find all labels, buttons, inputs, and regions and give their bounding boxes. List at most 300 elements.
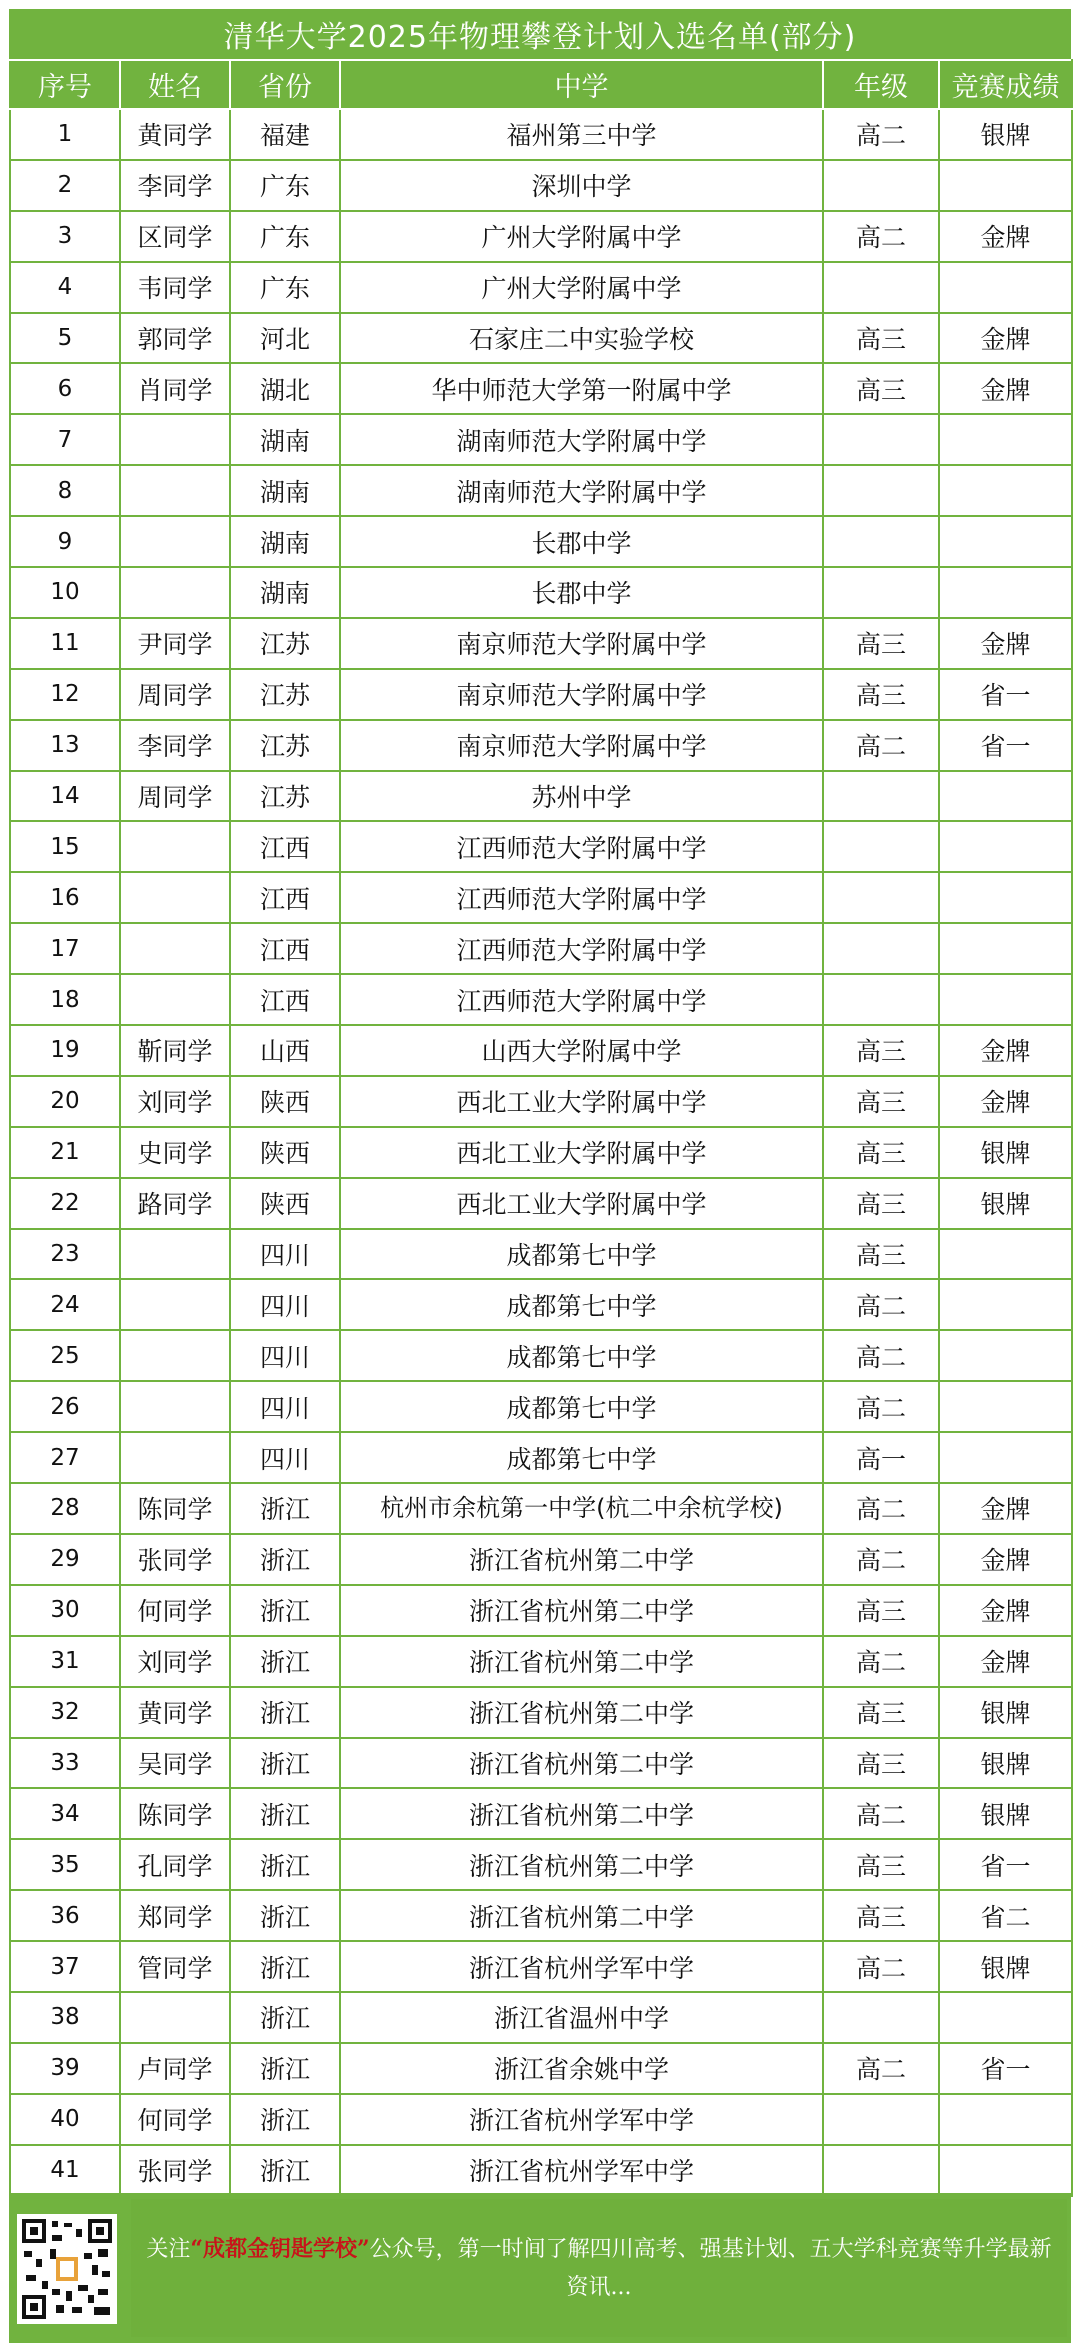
cell-index: 25 xyxy=(10,1330,120,1381)
cell-school: 江西师范大学附属中学 xyxy=(340,821,823,872)
notice-prefix: 关注 xyxy=(146,2236,191,2262)
cell-school: 江西师范大学附属中学 xyxy=(340,923,823,974)
qr-code xyxy=(13,2205,121,2333)
cell-result: 金牌 xyxy=(939,363,1072,414)
table-row xyxy=(10,1738,1072,1789)
cell-province: 陕西 xyxy=(230,1178,340,1229)
cell-name: 吴同学 xyxy=(120,1738,230,1789)
cell-grade: 高二 xyxy=(823,1941,939,1992)
table-row xyxy=(10,771,1072,822)
cell-grade: 高二 xyxy=(823,1788,939,1839)
cell-result: 省二 xyxy=(939,1890,1072,1941)
table-row xyxy=(10,1076,1072,1127)
cell-school: 成都第七中学 xyxy=(340,1432,823,1483)
footer-notice xyxy=(131,2199,1067,2337)
cell-province: 浙江 xyxy=(230,1534,340,1585)
cell-result: 省一 xyxy=(939,720,1072,771)
cell-school: 浙江省杭州第二中学 xyxy=(340,1534,823,1585)
table-row xyxy=(10,872,1072,923)
cell-index: 30 xyxy=(10,1585,120,1636)
cell-name xyxy=(120,516,230,567)
cell-school: 西北工业大学附属中学 xyxy=(340,1178,823,1229)
table-row xyxy=(10,1687,1072,1738)
cell-province: 湖南 xyxy=(230,414,340,465)
cell-name xyxy=(120,923,230,974)
cell-school: 浙江省杭州第二中学 xyxy=(340,1839,823,1890)
cell-result xyxy=(939,465,1072,516)
cell-result xyxy=(939,872,1072,923)
cell-grade xyxy=(823,974,939,1025)
cell-index: 38 xyxy=(10,1992,120,2043)
cell-school: 浙江省杭州学军中学 xyxy=(340,2145,823,2196)
page-title: 清华大学2025年物理攀登计划入选名单(部分) xyxy=(223,20,857,55)
table-row xyxy=(10,414,1072,465)
cell-result xyxy=(939,1432,1072,1483)
cell-school: 长郡中学 xyxy=(340,516,823,567)
cell-result xyxy=(939,1330,1072,1381)
table-row xyxy=(10,211,1072,262)
cell-name: 刘同学 xyxy=(120,1636,230,1687)
cell-school: 浙江省杭州学军中学 xyxy=(340,2094,823,2145)
cell-province: 江苏 xyxy=(230,771,340,822)
cell-result xyxy=(939,923,1072,974)
cell-name: 李同学 xyxy=(120,720,230,771)
cell-school: 浙江省杭州第二中学 xyxy=(340,1687,823,1738)
cell-name: 郑同学 xyxy=(120,1890,230,1941)
cell-name xyxy=(120,465,230,516)
cell-province: 四川 xyxy=(230,1381,340,1432)
cell-grade: 高二 xyxy=(823,211,939,262)
cell-result xyxy=(939,1229,1072,1280)
cell-index: 9 xyxy=(10,516,120,567)
cell-province: 浙江 xyxy=(230,1636,340,1687)
cell-school: 江西师范大学附属中学 xyxy=(340,974,823,1025)
cell-result: 金牌 xyxy=(939,1585,1072,1636)
cell-result: 金牌 xyxy=(939,1025,1072,1076)
cell-result xyxy=(939,771,1072,822)
cell-school: 山西大学附属中学 xyxy=(340,1025,823,1076)
cell-result: 金牌 xyxy=(939,1483,1072,1534)
table-row xyxy=(10,1279,1072,1330)
cell-school: 湖南师范大学附属中学 xyxy=(340,414,823,465)
cell-grade: 高一 xyxy=(823,1432,939,1483)
cell-province: 浙江 xyxy=(230,1839,340,1890)
cell-name: 周同学 xyxy=(120,669,230,720)
table-row xyxy=(10,109,1072,160)
cell-name: 黄同学 xyxy=(120,109,230,160)
cell-index: 11 xyxy=(10,618,120,669)
cell-province: 陕西 xyxy=(230,1076,340,1127)
table-row xyxy=(10,1636,1072,1687)
cell-province: 湖南 xyxy=(230,516,340,567)
cell-grade: 高三 xyxy=(823,618,939,669)
cell-index: 24 xyxy=(10,1279,120,1330)
cell-index: 5 xyxy=(10,313,120,364)
cell-grade: 高三 xyxy=(823,1076,939,1127)
table-row xyxy=(10,1585,1072,1636)
cell-province: 浙江 xyxy=(230,1992,340,2043)
cell-school: 广州大学附属中学 xyxy=(340,262,823,313)
cell-province: 广东 xyxy=(230,262,340,313)
cell-index: 3 xyxy=(10,211,120,262)
cell-name: 黄同学 xyxy=(120,1687,230,1738)
cell-index: 13 xyxy=(10,720,120,771)
cell-name: 卢同学 xyxy=(120,2043,230,2094)
cell-school: 浙江省杭州第二中学 xyxy=(340,1738,823,1789)
cell-index: 18 xyxy=(10,974,120,1025)
cell-result xyxy=(939,1381,1072,1432)
cell-name xyxy=(120,1432,230,1483)
cell-result xyxy=(939,160,1072,211)
cell-grade: 高二 xyxy=(823,1279,939,1330)
table-row xyxy=(10,974,1072,1025)
table-row xyxy=(10,1381,1072,1432)
table-header-row xyxy=(10,60,1072,109)
cell-school: 浙江省杭州学军中学 xyxy=(340,1941,823,1992)
cell-name xyxy=(120,1992,230,2043)
table-row xyxy=(10,1127,1072,1178)
cell-province: 江西 xyxy=(230,821,340,872)
cell-school: 湖南师范大学附属中学 xyxy=(340,465,823,516)
cell-province: 四川 xyxy=(230,1279,340,1330)
table-row xyxy=(10,2043,1072,2094)
cell-index: 1 xyxy=(10,109,120,160)
table-row xyxy=(10,2094,1072,2145)
cell-name: 韦同学 xyxy=(120,262,230,313)
cell-school: 南京师范大学附属中学 xyxy=(340,669,823,720)
cell-school: 长郡中学 xyxy=(340,567,823,618)
cell-school: 浙江省杭州第二中学 xyxy=(340,1890,823,1941)
cell-name: 周同学 xyxy=(120,771,230,822)
cell-result: 银牌 xyxy=(939,109,1072,160)
cell-grade: 高三 xyxy=(823,1025,939,1076)
cell-name: 何同学 xyxy=(120,1585,230,1636)
cell-result xyxy=(939,1992,1072,2043)
cell-result: 银牌 xyxy=(939,1941,1072,1992)
cell-school: 浙江省温州中学 xyxy=(340,1992,823,2043)
cell-province: 广东 xyxy=(230,160,340,211)
cell-grade xyxy=(823,2094,939,2145)
cell-school: 浙江省杭州第二中学 xyxy=(340,1585,823,1636)
cell-school: 西北工业大学附属中学 xyxy=(340,1127,823,1178)
table-row xyxy=(10,720,1072,771)
cell-grade: 高二 xyxy=(823,1636,939,1687)
cell-index: 33 xyxy=(10,1738,120,1789)
cell-province: 山西 xyxy=(230,1025,340,1076)
cell-province: 江西 xyxy=(230,923,340,974)
cell-index: 36 xyxy=(10,1890,120,1941)
cell-grade: 高三 xyxy=(823,363,939,414)
table-row xyxy=(10,1483,1072,1534)
cell-grade: 高二 xyxy=(823,1381,939,1432)
cell-result: 银牌 xyxy=(939,1738,1072,1789)
cell-index: 21 xyxy=(10,1127,120,1178)
cell-index: 17 xyxy=(10,923,120,974)
cell-grade: 高三 xyxy=(823,1127,939,1178)
header-province: 省份 xyxy=(230,60,340,109)
cell-school: 西北工业大学附属中学 xyxy=(340,1076,823,1127)
cell-index: 32 xyxy=(10,1687,120,1738)
cell-index: 6 xyxy=(10,363,120,414)
cell-grade xyxy=(823,923,939,974)
cell-province: 浙江 xyxy=(230,1687,340,1738)
cell-province: 湖南 xyxy=(230,567,340,618)
cell-province: 福建 xyxy=(230,109,340,160)
cell-school: 南京师范大学附属中学 xyxy=(340,720,823,771)
cell-school: 浙江省杭州第二中学 xyxy=(340,1636,823,1687)
cell-index: 26 xyxy=(10,1381,120,1432)
cell-name: 何同学 xyxy=(120,2094,230,2145)
cell-province: 四川 xyxy=(230,1229,340,1280)
table-row xyxy=(10,1025,1072,1076)
cell-name: 郭同学 xyxy=(120,313,230,364)
cell-grade: 高三 xyxy=(823,1229,939,1280)
cell-name: 张同学 xyxy=(120,2145,230,2196)
cell-grade xyxy=(823,160,939,211)
cell-result xyxy=(939,567,1072,618)
cell-index: 12 xyxy=(10,669,120,720)
header-school: 中学 xyxy=(340,60,823,109)
cell-name: 管同学 xyxy=(120,1941,230,1992)
cell-name: 靳同学 xyxy=(120,1025,230,1076)
header-name: 姓名 xyxy=(120,60,230,109)
cell-province: 江苏 xyxy=(230,720,340,771)
table-row xyxy=(10,1229,1072,1280)
cell-index: 19 xyxy=(10,1025,120,1076)
cell-index: 39 xyxy=(10,2043,120,2094)
cell-province: 浙江 xyxy=(230,2043,340,2094)
cell-name: 区同学 xyxy=(120,211,230,262)
cell-name xyxy=(120,1229,230,1280)
cell-school: 成都第七中学 xyxy=(340,1229,823,1280)
cell-school: 石家庄二中实验学校 xyxy=(340,313,823,364)
cell-school: 浙江省余姚中学 xyxy=(340,2043,823,2094)
cell-grade: 高三 xyxy=(823,1839,939,1890)
cell-grade xyxy=(823,516,939,567)
cell-result: 金牌 xyxy=(939,1534,1072,1585)
cell-name xyxy=(120,1381,230,1432)
cell-grade xyxy=(823,821,939,872)
cell-grade: 高三 xyxy=(823,1890,939,1941)
cell-province: 四川 xyxy=(230,1330,340,1381)
cell-result: 银牌 xyxy=(939,1788,1072,1839)
cell-province: 浙江 xyxy=(230,1941,340,1992)
cell-province: 浙江 xyxy=(230,1890,340,1941)
table-row xyxy=(10,1890,1072,1941)
cell-school: 江西师范大学附属中学 xyxy=(340,872,823,923)
table-row xyxy=(10,262,1072,313)
cell-result xyxy=(939,516,1072,567)
cell-name: 史同学 xyxy=(120,1127,230,1178)
cell-school: 杭州市余杭第一中学(杭二中余杭学校) xyxy=(340,1483,823,1534)
cell-result: 金牌 xyxy=(939,618,1072,669)
cell-province: 广东 xyxy=(230,211,340,262)
cell-index: 16 xyxy=(10,872,120,923)
cell-province: 陕西 xyxy=(230,1127,340,1178)
cell-province: 湖北 xyxy=(230,363,340,414)
cell-name xyxy=(120,974,230,1025)
cell-index: 35 xyxy=(10,1839,120,1890)
cell-grade: 高三 xyxy=(823,1687,939,1738)
cell-province: 河北 xyxy=(230,313,340,364)
table-row xyxy=(10,1330,1072,1381)
cell-province: 浙江 xyxy=(230,1788,340,1839)
cell-grade: 高二 xyxy=(823,109,939,160)
table-row xyxy=(10,567,1072,618)
cell-grade: 高二 xyxy=(823,1534,939,1585)
cell-result: 省一 xyxy=(939,669,1072,720)
selection-table xyxy=(9,59,1073,2197)
cell-index: 28 xyxy=(10,1483,120,1534)
cell-index: 40 xyxy=(10,2094,120,2145)
cell-result: 金牌 xyxy=(939,1076,1072,1127)
cell-result: 省一 xyxy=(939,2043,1072,2094)
cell-result: 银牌 xyxy=(939,1127,1072,1178)
cell-index: 27 xyxy=(10,1432,120,1483)
cell-province: 浙江 xyxy=(230,2094,340,2145)
cell-school: 华中师范大学第一附属中学 xyxy=(340,363,823,414)
cell-school: 浙江省杭州第二中学 xyxy=(340,1788,823,1839)
cell-grade: 高三 xyxy=(823,669,939,720)
cell-index: 34 xyxy=(10,1788,120,1839)
cell-grade: 高三 xyxy=(823,1178,939,1229)
cell-school: 广州大学附属中学 xyxy=(340,211,823,262)
cell-name: 肖同学 xyxy=(120,363,230,414)
cell-result: 金牌 xyxy=(939,1636,1072,1687)
cell-name: 李同学 xyxy=(120,160,230,211)
cell-index: 23 xyxy=(10,1229,120,1280)
header-index: 序号 xyxy=(10,60,120,109)
cell-result xyxy=(939,2094,1072,2145)
header-result: 竞赛成绩 xyxy=(939,60,1072,109)
table-row xyxy=(10,821,1072,872)
cell-school: 成都第七中学 xyxy=(340,1381,823,1432)
table-row xyxy=(10,1788,1072,1839)
table-row xyxy=(10,465,1072,516)
cell-result: 银牌 xyxy=(939,1178,1072,1229)
cell-grade xyxy=(823,2145,939,2196)
cell-school: 成都第七中学 xyxy=(340,1330,823,1381)
cell-province: 江西 xyxy=(230,872,340,923)
cell-name xyxy=(120,872,230,923)
cell-school: 成都第七中学 xyxy=(340,1279,823,1330)
cell-name xyxy=(120,414,230,465)
cell-grade: 高二 xyxy=(823,1483,939,1534)
cell-index: 41 xyxy=(10,2145,120,2196)
table-row xyxy=(10,923,1072,974)
cell-index: 4 xyxy=(10,262,120,313)
table-row xyxy=(10,1534,1072,1585)
cell-grade xyxy=(823,567,939,618)
cell-result xyxy=(939,974,1072,1025)
cell-grade: 高二 xyxy=(823,720,939,771)
notice-account-name: “成都金钥匙学校” xyxy=(190,2235,370,2262)
cell-province: 湖南 xyxy=(230,465,340,516)
cell-grade xyxy=(823,1992,939,2043)
cell-index: 15 xyxy=(10,821,120,872)
cell-grade xyxy=(823,262,939,313)
cell-name xyxy=(120,567,230,618)
cell-grade xyxy=(823,465,939,516)
cell-result: 金牌 xyxy=(939,211,1072,262)
cell-name xyxy=(120,1279,230,1330)
cell-result xyxy=(939,262,1072,313)
cell-province: 浙江 xyxy=(230,1738,340,1789)
cell-name: 尹同学 xyxy=(120,618,230,669)
cell-grade: 高二 xyxy=(823,1330,939,1381)
cell-index: 10 xyxy=(10,567,120,618)
cell-result xyxy=(939,414,1072,465)
cell-school: 南京师范大学附属中学 xyxy=(340,618,823,669)
cell-name xyxy=(120,1330,230,1381)
cell-province: 四川 xyxy=(230,1432,340,1483)
cell-grade: 高三 xyxy=(823,313,939,364)
cell-index: 31 xyxy=(10,1636,120,1687)
cell-school: 深圳中学 xyxy=(340,160,823,211)
cell-grade xyxy=(823,414,939,465)
table-row xyxy=(10,1839,1072,1890)
cell-school: 福州第三中学 xyxy=(340,109,823,160)
cell-index: 37 xyxy=(10,1941,120,1992)
cell-index: 20 xyxy=(10,1076,120,1127)
notice-suffix: 公众号，第一时间了解四川高考、强基计划、五大学科竞赛等升学最新资讯... xyxy=(369,2236,1052,2300)
cell-name: 陈同学 xyxy=(120,1788,230,1839)
cell-grade xyxy=(823,771,939,822)
footer-banner xyxy=(9,2193,1071,2343)
table-row xyxy=(10,1432,1072,1483)
table-row xyxy=(10,618,1072,669)
cell-result xyxy=(939,1279,1072,1330)
cell-province: 江西 xyxy=(230,974,340,1025)
cell-result: 省一 xyxy=(939,1839,1072,1890)
cell-province: 浙江 xyxy=(230,1483,340,1534)
cell-province: 江苏 xyxy=(230,669,340,720)
cell-index: 29 xyxy=(10,1534,120,1585)
cell-index: 14 xyxy=(10,771,120,822)
cell-name: 刘同学 xyxy=(120,1076,230,1127)
cell-province: 浙江 xyxy=(230,1585,340,1636)
cell-name: 张同学 xyxy=(120,1534,230,1585)
cell-province: 江苏 xyxy=(230,618,340,669)
cell-name: 路同学 xyxy=(120,1178,230,1229)
cell-result: 金牌 xyxy=(939,313,1072,364)
cell-grade: 高三 xyxy=(823,1585,939,1636)
table-row xyxy=(10,160,1072,211)
cell-index: 22 xyxy=(10,1178,120,1229)
table-row xyxy=(10,669,1072,720)
cell-index: 2 xyxy=(10,160,120,211)
table-row xyxy=(10,1992,1072,2043)
table-row xyxy=(10,1941,1072,1992)
cell-province: 浙江 xyxy=(230,2145,340,2196)
cell-index: 7 xyxy=(10,414,120,465)
table-row xyxy=(10,516,1072,567)
cell-result xyxy=(939,821,1072,872)
table-row xyxy=(10,1178,1072,1229)
table-row xyxy=(10,2145,1072,2196)
header-grade: 年级 xyxy=(823,60,939,109)
cell-grade: 高二 xyxy=(823,2043,939,2094)
cell-grade: 高三 xyxy=(823,1738,939,1789)
cell-grade xyxy=(823,872,939,923)
cell-index: 8 xyxy=(10,465,120,516)
cell-name xyxy=(120,821,230,872)
cell-name: 孔同学 xyxy=(120,1839,230,1890)
cell-name: 陈同学 xyxy=(120,1483,230,1534)
qr-code-icon xyxy=(17,2214,117,2324)
cell-result xyxy=(939,2145,1072,2196)
table-row xyxy=(10,363,1072,414)
